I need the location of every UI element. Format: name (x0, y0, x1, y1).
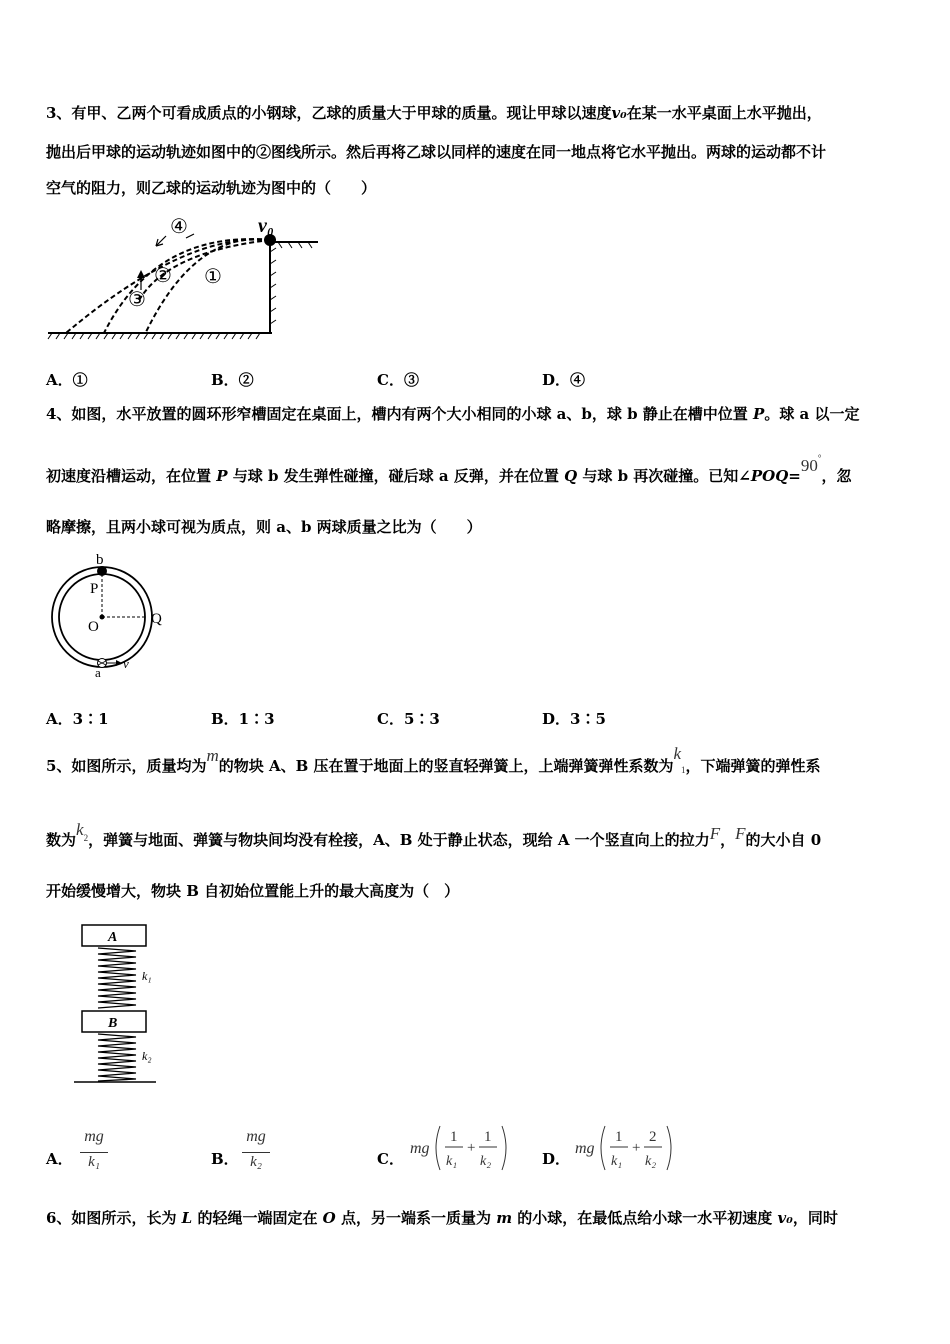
svg-text:+: + (467, 1140, 476, 1156)
q5-opt-b-bar (242, 1152, 270, 1153)
svg-text:1: 1 (615, 1129, 623, 1145)
q4-line2: 初速度沿槽运动，在位置 P 与球 b 发生弹性碰撞，碰后球 a 反弹，并在位置 Q 与球 b 再次碰撞。已知∠POQ=90°，忽 (46, 453, 852, 485)
svg-text:1: 1 (450, 1129, 458, 1145)
q5-option-a[interactable]: A． (46, 1150, 73, 1168)
q5-line2: 数为$k^2$，弹簧与地面、弹簧与物块间均没有栓接，A、B 处于静止状态，现给 A 一个竖直向上的拉力F，F的大小自 0 (46, 820, 822, 849)
svg-text:k₂: k₂ (645, 1154, 657, 1169)
q5-option-b[interactable]: B． (211, 1150, 239, 1168)
svg-text:k₂: k₂ (480, 1154, 492, 1169)
q5-spring-k1 (98, 948, 136, 1008)
q4-label-b: b (96, 552, 104, 568)
q5-opt-a-num: mg (84, 1128, 104, 1145)
q4-label-q: Q (151, 611, 162, 627)
q4-line3: 略摩擦，且两小球可视为质点，则 a、b 两球质量之比为（ ） (46, 518, 482, 536)
q4-label-v: v (123, 656, 129, 671)
q3-v0: v₀ (611, 104, 627, 122)
q3-label-2: ② (154, 265, 172, 287)
q4-label-p: P (90, 581, 99, 597)
q3-fig-v0-label: v₀ (258, 215, 274, 237)
q5-label-b: B (108, 1016, 118, 1031)
svg-text:k₁: k₁ (446, 1154, 458, 1169)
q3-option-d[interactable]: D．④ (542, 371, 586, 389)
q5-line1: 5、如图所示，质量均为m的物块 A、B 压在置于地面上的竖直轻弹簧上，上端弹簧弹性系数为k1，下端弹簧的弹性系 (46, 744, 821, 775)
q3-option-b[interactable]: B．② (211, 371, 254, 389)
q3-line3: 空气的阻力，则乙球的运动轨迹为图中的（ ） (46, 179, 377, 197)
q4-angle: 90 (800, 456, 818, 475)
svg-text:mg: mg (575, 1140, 595, 1157)
q3-line2: 抛出后甲球的运动轨迹如图中的②图线所示。然后再将乙球以同样的速度在同一地点将它水平抛出。两球的运动都不计 (46, 143, 827, 161)
q5-label-k1: k₁ (142, 969, 152, 983)
svg-text:2: 2 (649, 1129, 657, 1145)
q4-option-a[interactable]: A．3∶1 (46, 710, 109, 728)
q5-label-a: A (108, 930, 118, 945)
q3-label-1: ① (204, 266, 222, 288)
q4-label-o: O (88, 619, 99, 635)
q4-option-c[interactable]: C．5∶3 (377, 710, 440, 728)
q4-option-d[interactable]: D．3∶5 (542, 710, 606, 728)
q3-label-4: ④ (170, 216, 188, 238)
q3-figure (46, 212, 326, 342)
q3-label-3: ③ (128, 289, 146, 311)
svg-text:mg: mg (410, 1140, 430, 1157)
q4-line1: 4、如图，水平放置的圆环形窄槽固定在桌面上，槽内有两个大小相同的小球 a、b，球 b 静止在槽中位置 P。球 a 以一定 (46, 405, 860, 423)
q5-figure (70, 922, 170, 1087)
q6-line1: 6、如图所示，长为 L 的轻绳一端固定在 O 点，另一端系一质量为 m 的小球，在最低点给小球一水平初速度 v₀，同时 (46, 1209, 838, 1227)
q5-opt-c-expr (408, 1122, 513, 1174)
q5-option-d[interactable]: D． (542, 1150, 571, 1168)
q5-label-k2: k₂ (142, 1049, 152, 1063)
q5-opt-a-bar (80, 1152, 108, 1153)
q4-figure (44, 550, 174, 680)
q5-spring-k2 (98, 1034, 136, 1081)
q5-opt-a-den: k₁ (88, 1154, 100, 1170)
svg-text:1: 1 (484, 1129, 492, 1145)
q5-opt-b-den: k₂ (250, 1154, 262, 1170)
q3-option-a[interactable]: A．① (46, 371, 88, 389)
q3-option-c[interactable]: C．③ (377, 371, 419, 389)
q5-opt-d-expr (573, 1122, 678, 1174)
q5-line3: 开始缓慢增大，物块 B 自初始位置能上升的最大高度为（ ） (46, 882, 460, 900)
q3-trajectory-2 (104, 239, 270, 333)
q5-option-c[interactable]: C． (377, 1150, 404, 1168)
q4-option-b[interactable]: B．1∶3 (211, 710, 275, 728)
q5-opt-b-num: mg (246, 1128, 266, 1145)
svg-text:k₁: k₁ (611, 1154, 623, 1169)
q3-line1: 3、有甲、乙两个可看成质点的小钢球，乙球的质量大于甲球的质量。现让甲球以速度v₀在某一水平桌面上水平抛出， (46, 104, 822, 122)
svg-text:+: + (632, 1140, 641, 1156)
q4-label-a: a (95, 665, 101, 680)
